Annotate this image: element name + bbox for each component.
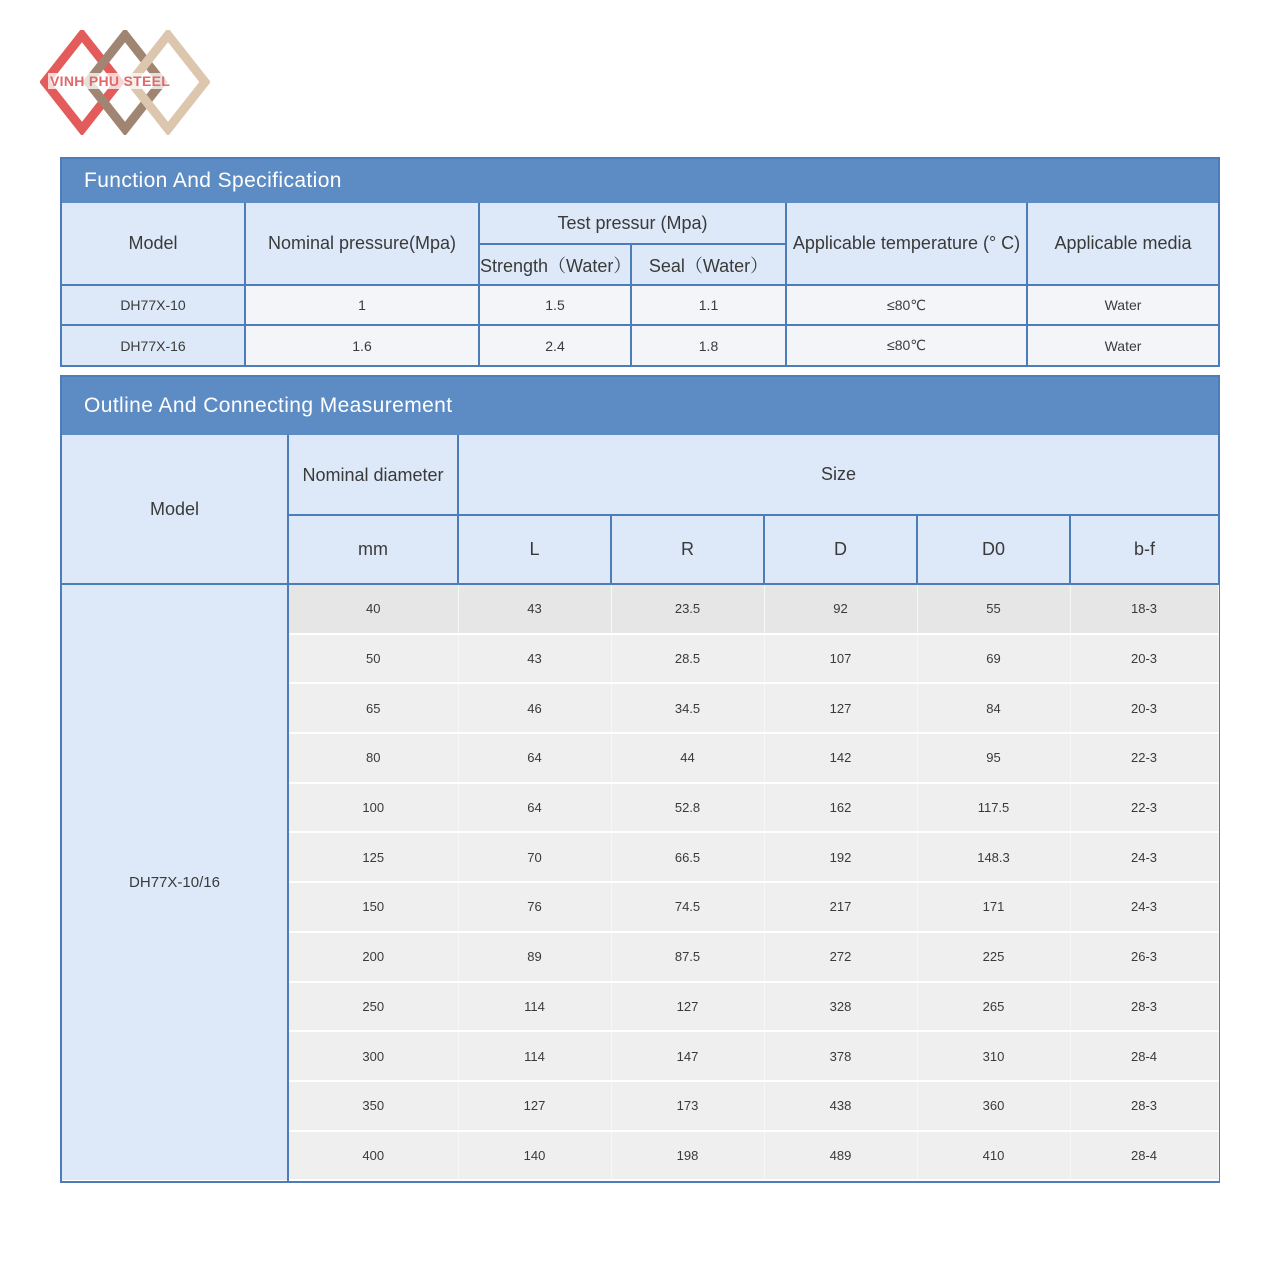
outline-diameter-cell: 100: [288, 783, 458, 833]
outline-d-cell: 217: [764, 882, 917, 932]
spec-header-media: Applicable media: [1027, 203, 1218, 285]
outline-r-cell: 173: [611, 1081, 764, 1131]
outline-d0-cell: 84: [917, 683, 1070, 733]
outline-r-cell: 87.5: [611, 932, 764, 982]
outline-l-cell: 43: [458, 634, 611, 684]
outline-bf-cell: 24-3: [1070, 832, 1218, 882]
table-row: [62, 584, 1218, 634]
outline-l-cell: 89: [458, 932, 611, 982]
outline-header-model: Model: [62, 435, 288, 584]
spec-title: Function And Specification: [62, 159, 1218, 203]
outline-r-cell: 147: [611, 1031, 764, 1081]
outline-title: Outline And Connecting Measurement: [62, 377, 1218, 435]
spec-media-cell: Water: [1027, 285, 1218, 325]
outline-l-cell: 140: [458, 1131, 611, 1181]
outline-header-size: Size: [458, 435, 1218, 515]
outline-d0-cell: 171: [917, 882, 1070, 932]
outline-bf-cell: 24-3: [1070, 882, 1218, 932]
outline-bf-cell: 28-4: [1070, 1031, 1218, 1081]
spec-pressure-cell: 1: [245, 285, 479, 325]
outline-d0-cell: 95: [917, 733, 1070, 783]
outline-header-l: L: [458, 515, 611, 584]
outline-d-cell: 272: [764, 932, 917, 982]
spec-header-seal: Seal（Water）: [631, 244, 786, 285]
outline-d-cell: 107: [764, 634, 917, 684]
outline-bf-cell: 22-3: [1070, 783, 1218, 833]
outline-r-cell: 127: [611, 982, 764, 1032]
outline-diameter-cell: 80: [288, 733, 458, 783]
outline-diameter-cell: 125: [288, 832, 458, 882]
outline-l-cell: 114: [458, 982, 611, 1032]
outline-d0-cell: 117.5: [917, 783, 1070, 833]
spec-table: [62, 203, 1218, 365]
outline-d0-cell: 148.3: [917, 832, 1070, 882]
outline-bf-cell: 22-3: [1070, 733, 1218, 783]
outline-diameter-cell: 50: [288, 634, 458, 684]
outline-header-unit: mm: [288, 515, 458, 584]
spec-pressure-cell: 1.6: [245, 325, 479, 365]
outline-bf-cell: 20-3: [1070, 683, 1218, 733]
outline-bf-cell: 28-3: [1070, 982, 1218, 1032]
outline-header-d0: D0: [917, 515, 1070, 584]
outline-header-bf: b-f: [1070, 515, 1218, 584]
outline-d-cell: 192: [764, 832, 917, 882]
outline-l-cell: 76: [458, 882, 611, 932]
outline-d-cell: 489: [764, 1131, 917, 1181]
outline-bf-cell: 28-3: [1070, 1081, 1218, 1131]
outline-body: [62, 584, 1218, 1180]
outline-bf-cell: 20-3: [1070, 634, 1218, 684]
outline-diameter-cell: 350: [288, 1081, 458, 1131]
outline-r-cell: 34.5: [611, 683, 764, 733]
brand-logo: [40, 30, 210, 135]
outline-bf-cell: 28-4: [1070, 1131, 1218, 1181]
outline-d-cell: 92: [764, 584, 917, 634]
outline-l-cell: 43: [458, 584, 611, 634]
spec-section: [60, 157, 1220, 367]
outline-d0-cell: 310: [917, 1031, 1070, 1081]
outline-table: [62, 435, 1219, 1181]
outline-l-cell: 64: [458, 733, 611, 783]
outline-l-cell: 70: [458, 832, 611, 882]
outline-d-cell: 162: [764, 783, 917, 833]
spec-temp-cell: ≤80℃: [786, 285, 1027, 325]
outline-header-r: R: [611, 515, 764, 584]
table-row: [62, 285, 1218, 325]
outline-header-nominal-diameter: Nominal diameter: [288, 435, 458, 515]
outline-d-cell: 328: [764, 982, 917, 1032]
outline-r-cell: 44: [611, 733, 764, 783]
outline-l-cell: 64: [458, 783, 611, 833]
outline-d0-cell: 265: [917, 982, 1070, 1032]
outline-diameter-cell: 40: [288, 584, 458, 634]
outline-d-cell: 127: [764, 683, 917, 733]
outline-l-cell: 46: [458, 683, 611, 733]
outline-d-cell: 378: [764, 1031, 917, 1081]
outline-section: [60, 375, 1220, 1183]
outline-model-cell: DH77X-10/16: [62, 584, 288, 1180]
outline-r-cell: 198: [611, 1131, 764, 1181]
spec-strength-cell: 1.5: [479, 285, 631, 325]
spec-header-test-pressure: Test pressur (Mpa): [479, 203, 786, 244]
outline-r-cell: 23.5: [611, 584, 764, 634]
outline-d0-cell: 225: [917, 932, 1070, 982]
outline-r-cell: 74.5: [611, 882, 764, 932]
outline-l-cell: 127: [458, 1081, 611, 1131]
outline-d-cell: 142: [764, 733, 917, 783]
outline-l-cell: 114: [458, 1031, 611, 1081]
spec-header-temperature: Applicable temperature (° C): [786, 203, 1027, 285]
outline-diameter-cell: 200: [288, 932, 458, 982]
spec-header-strength: Strength（Water）: [479, 244, 631, 285]
table-row: [62, 325, 1218, 365]
outline-diameter-cell: 250: [288, 982, 458, 1032]
outline-d-cell: 438: [764, 1081, 917, 1131]
spec-header-nominal-pressure: Nominal pressure(Mpa): [245, 203, 479, 285]
outline-diameter-cell: 400: [288, 1131, 458, 1181]
spec-seal-cell: 1.1: [631, 285, 786, 325]
spec-temp-cell: ≤80℃: [786, 325, 1027, 365]
outline-d0-cell: 69: [917, 634, 1070, 684]
logo-text: VINH PHU STEEL: [50, 73, 171, 89]
spec-header-model: Model: [62, 203, 245, 285]
outline-d0-cell: 55: [917, 584, 1070, 634]
spec-media-cell: Water: [1027, 325, 1218, 365]
outline-d0-cell: 360: [917, 1081, 1070, 1131]
outline-header-d: D: [764, 515, 917, 584]
spec-seal-cell: 1.8: [631, 325, 786, 365]
outline-diameter-cell: 65: [288, 683, 458, 733]
outline-diameter-cell: 150: [288, 882, 458, 932]
spec-model-cell: DH77X-10: [62, 285, 245, 325]
outline-r-cell: 28.5: [611, 634, 764, 684]
spec-strength-cell: 2.4: [479, 325, 631, 365]
spec-model-cell: DH77X-16: [62, 325, 245, 365]
outline-r-cell: 52.8: [611, 783, 764, 833]
outline-diameter-cell: 300: [288, 1031, 458, 1081]
outline-bf-cell: 18-3: [1070, 584, 1218, 634]
outline-d0-cell: 410: [917, 1131, 1070, 1181]
outline-bf-cell: 26-3: [1070, 932, 1218, 982]
outline-r-cell: 66.5: [611, 832, 764, 882]
